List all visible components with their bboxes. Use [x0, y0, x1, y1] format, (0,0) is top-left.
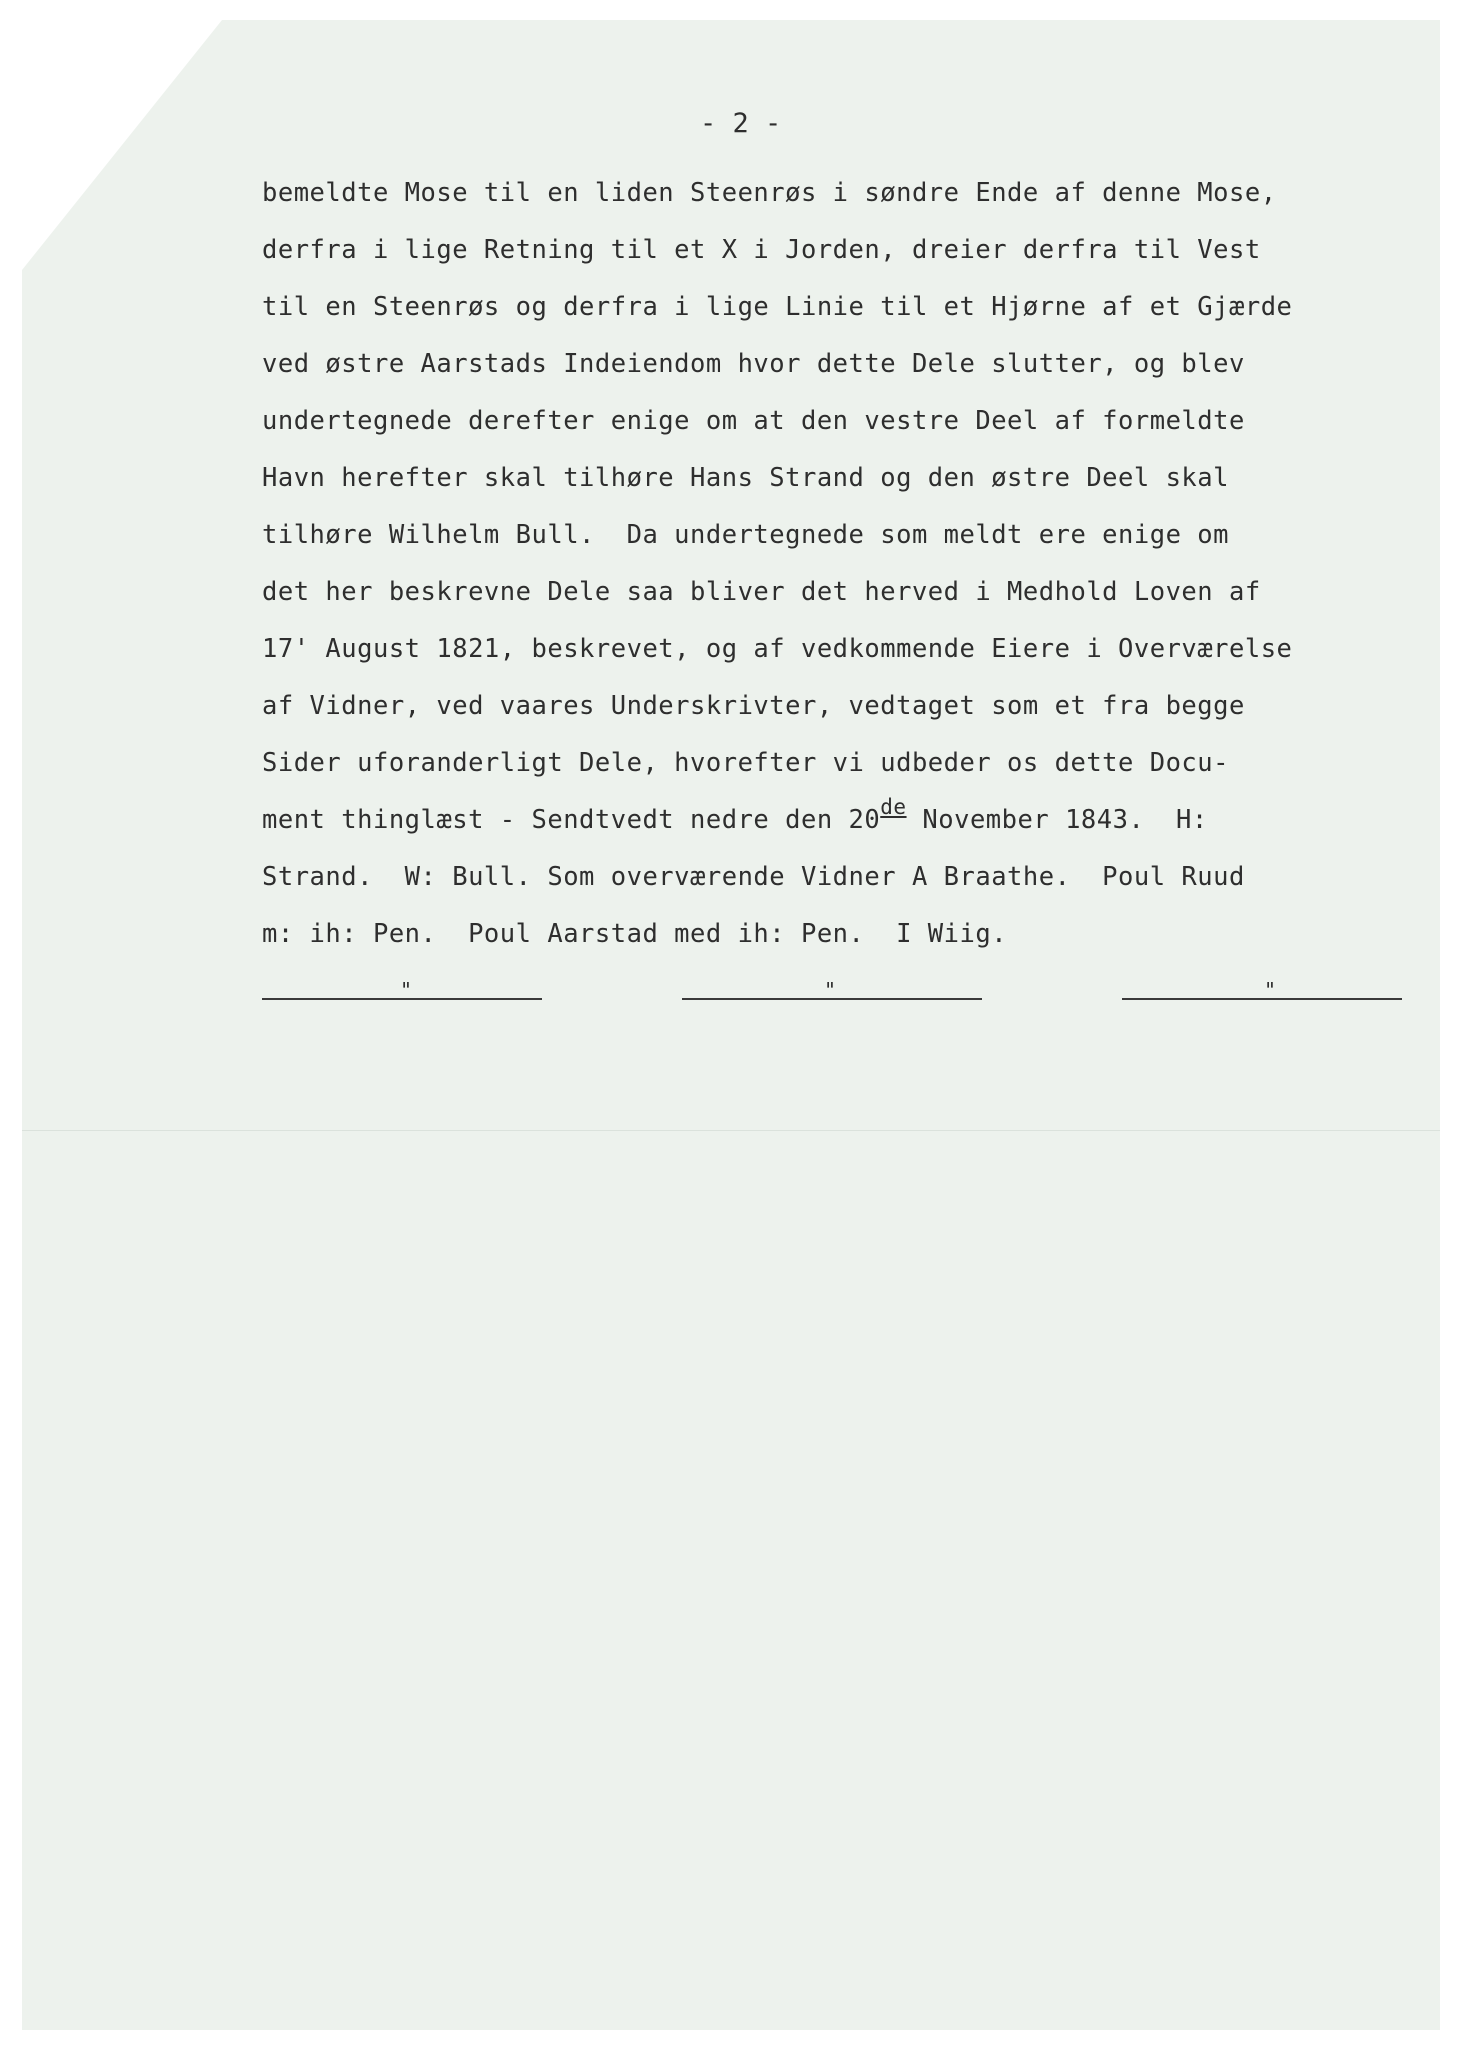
- ditto-mark-left: ": [400, 978, 413, 1002]
- text-line: Strand. W: Bull. Som overværende Vidner A Braathe. Poul Ruud: [262, 862, 1245, 892]
- fold-line: [22, 1130, 1440, 1131]
- text-line: af Vidner, ved vaares Underskrivter, vedtaget som et fra begge: [262, 691, 1245, 721]
- text-line: derfra i lige Retning til et X i Jorden, dreier derfra til Vest: [262, 235, 1261, 265]
- date-line-after: November 1843. H:: [906, 805, 1208, 835]
- text-line: til en Steenrøs og derfra i lige Linie til et Hjørne af et Gjærde: [262, 292, 1293, 322]
- ditto-mark-right: ": [1264, 978, 1277, 1002]
- text-line: tilhøre Wilhelm Bull. Da undertegnede som meldt ere enige om: [262, 520, 1229, 550]
- document-body: [262, 165, 1412, 963]
- text-line: m: ih: Pen. Poul Aarstad med ih: Pen. I Wiig.: [262, 919, 1008, 949]
- text-line-date: [262, 792, 1412, 849]
- text-line: undertegnede derefter enige om at den vestre Deel af formeldte: [262, 406, 1245, 436]
- date-superscript: de: [880, 795, 907, 819]
- text-line: ved østre Aarstads Indeiendom hvor dette Dele slutter, og blev: [262, 349, 1245, 379]
- date-line-before: ment thinglæst - Sendtvedt nedre den 20: [262, 805, 881, 835]
- text-line: 17' August 1821, beskrevet, og af vedkommende Eiere i Overværelse: [262, 634, 1293, 664]
- signature-rule-right: [1122, 998, 1402, 1000]
- ditto-mark-center: ": [824, 978, 837, 1002]
- text-line: det her beskrevne Dele saa bliver det herved i Medhold Loven af: [262, 577, 1261, 607]
- text-line: Sider uforanderligt Dele, hvorefter vi udbeder os dette Docu-: [262, 748, 1229, 778]
- page-number-text: - 2 -: [700, 108, 782, 139]
- text-line: bemeldte Mose til en liden Steenrøs i søndre Ende af denne Mose,: [262, 178, 1277, 208]
- text-line: Havn herefter skal tilhøre Hans Strand og den østre Deel skal: [262, 463, 1229, 493]
